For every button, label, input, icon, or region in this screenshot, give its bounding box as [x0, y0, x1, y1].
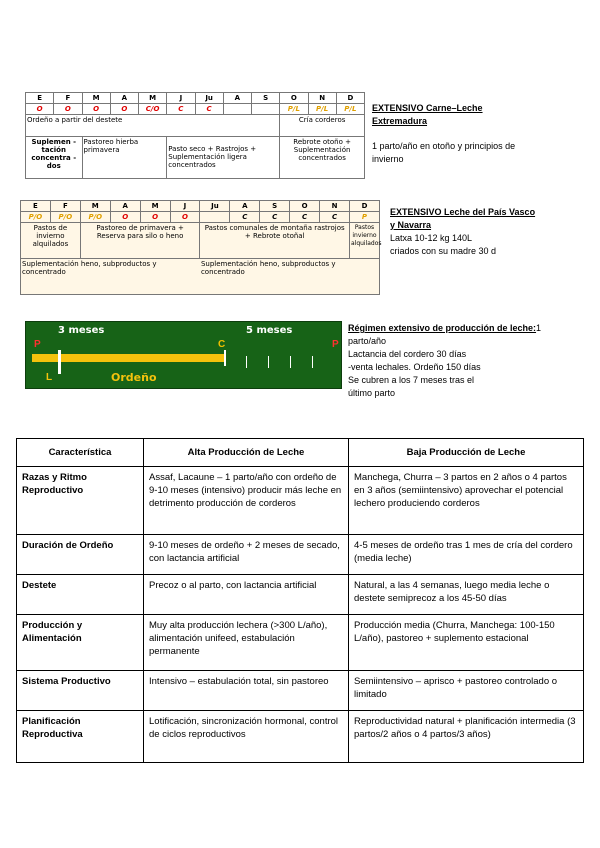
row-key: Duración de Ordeño [17, 535, 144, 575]
comparison-table [16, 438, 584, 763]
code-cell: O [26, 104, 54, 115]
month-cell: E [21, 201, 51, 212]
code-cell: O [140, 212, 170, 223]
month-cell: S [252, 93, 280, 104]
bar-caption [348, 322, 548, 400]
month-cell: D [336, 93, 364, 104]
code-cell: C [167, 104, 195, 115]
calendar-month-row [26, 93, 365, 104]
header-low-milk: Baja Producción de Leche [349, 439, 584, 467]
code-cell [252, 104, 280, 115]
p-right-marker: P [332, 339, 339, 350]
code-cell: P/O [21, 212, 51, 223]
cal2-title: EXTENSIVO Leche del País Vasco y Navarra [390, 207, 536, 230]
tick [224, 350, 226, 366]
row-key: Sistema Productivo [17, 671, 144, 711]
cal2-line1: Latxa 10-12 kg 140L [390, 233, 473, 243]
month-cell: O [280, 93, 308, 104]
label-5-meses: 5 meses [246, 325, 293, 336]
month-cell: A [223, 93, 251, 104]
calendar-month-row [21, 201, 380, 212]
bar-caption-title-rest: 1 parto/año [348, 323, 542, 346]
code-cell: O [110, 104, 138, 115]
feed-cell: Rebrote otoño + Suplementación concentrados [280, 137, 365, 179]
feed-cell: Pastoreo hierba primavera [82, 137, 167, 179]
pasture-cell: Pastoreo de primavera + Reserva para silo o heno [80, 223, 200, 259]
table-row [17, 615, 584, 671]
row-low: Semiintensivo – aprisco + pastoreo controlado o limitado [349, 671, 584, 711]
month-cell: Ju [200, 201, 230, 212]
row-high: 9-10 meses de ordeño + 2 meses de secado, con lactancia artificial [144, 535, 349, 575]
code-cell: C [290, 212, 320, 223]
row-high: Lotificación, sincronización hormonal, control de ciclos reproductivos [144, 711, 349, 763]
code-cell: P/L [280, 104, 308, 115]
calendar-pasture-row [21, 223, 380, 259]
row-key: Producción y Alimentación [17, 615, 144, 671]
row-low: Manchega, Churra – 3 partos en 2 años o 4 partos en 3 años (semiintensivo) aprovechar el potencial lechero produciendo corderos [349, 467, 584, 535]
header-characteristic: Característica [17, 439, 144, 467]
pasture-cell: Pastos comunales de montaña rastrojos + Rebrote otoñal [200, 223, 350, 259]
supplement-cell: Suplementación heno, subproductos y concentrado [200, 259, 380, 295]
month-cell: F [54, 93, 82, 104]
calendar-code-row [26, 104, 365, 115]
cal1-title: EXTENSIVO Carne–Leche Extremadura [372, 103, 483, 126]
calendar-supplement-row [21, 259, 380, 295]
month-cell: J [167, 93, 195, 104]
bar-caption-title: Régimen extensivo de producción de leche: [348, 323, 537, 333]
code-cell: O [110, 212, 140, 223]
month-cell: F [50, 201, 80, 212]
month-cell: O [290, 201, 320, 212]
month-cell: E [26, 93, 54, 104]
row-low: Natural, a las 4 semanas, luego media leche o destete semiprecoz a los 45-50 días [349, 575, 584, 615]
row-low: Reproductividad natural + planificación intermedia (3 partos/2 años o 4 partos/3 años) [349, 711, 584, 763]
month-cell: J [170, 201, 200, 212]
table-row [17, 671, 584, 711]
code-cell: P [349, 212, 379, 223]
tick [246, 356, 247, 368]
calendar-code-row [21, 212, 380, 223]
cal1-caption [372, 102, 522, 166]
feed-cell: Pasto seco + Rastrojos + Suplementación ligera concentrados [167, 137, 280, 179]
code-cell: O [82, 104, 110, 115]
row-high: Intensivo – estabulación total, sin pastoreo [144, 671, 349, 711]
table-row [17, 535, 584, 575]
month-cell: M [82, 93, 110, 104]
feed-cell: Suplemen -tación concentra -dos [26, 137, 83, 179]
table-header-row [17, 439, 584, 467]
row-high: Assaf, Lacaune – 1 parto/año con ordeño de 9-10 meses (intensivo) producir más leche en detrimento producción de corderos [144, 467, 349, 535]
month-cell: A [110, 201, 140, 212]
code-cell: P/L [336, 104, 364, 115]
code-cell: O [54, 104, 82, 115]
table-row [17, 711, 584, 763]
month-cell: N [320, 201, 350, 212]
bar-caption-line: último parto [348, 388, 396, 398]
row-high: Precoz o al parto, con lactancia artificial [144, 575, 349, 615]
supplement-cell: Suplementación heno, subproductos y concentrado [21, 259, 200, 295]
cal2-line2: criados con su madre 30 d [390, 246, 497, 256]
phase-cria: Cría corderos [280, 115, 365, 137]
code-cell: C [260, 212, 290, 223]
bar-caption-line: Se cubren a los 7 meses tras el [348, 375, 475, 385]
month-cell: S [260, 201, 290, 212]
cal1-text: 1 parto/año en otoño y principios de invierno [372, 141, 516, 164]
code-cell: C [320, 212, 350, 223]
code-cell: P/L [308, 104, 336, 115]
month-cell: Ju [195, 93, 223, 104]
pasture-cell: Pastos invierno alquilados [349, 223, 379, 259]
row-high: Muy alta producción lechera (>300 L/año), alimentación unifeed, estabulación permanente [144, 615, 349, 671]
phase-ordeno: Ordeño a partir del destete [26, 115, 280, 137]
tick [290, 356, 291, 368]
row-low: Producción media (Churra, Manchega: 100-150 L/año), pastoreo + suplemento estacional [349, 615, 584, 671]
code-cell: O [170, 212, 200, 223]
pasture-cell: Pastos de invierno alquilados [21, 223, 81, 259]
calendar-phase-row [26, 115, 365, 137]
code-cell: C [195, 104, 223, 115]
bar-caption-line: Lactancia del cordero 30 días [348, 349, 467, 359]
header-high-milk: Alta Producción de Leche [144, 439, 349, 467]
code-cell [200, 212, 230, 223]
bar-caption-line: -venta lechales. Ordeño 150 días [348, 362, 481, 372]
calendar-extremadura [25, 92, 365, 179]
weaning-tick [58, 350, 61, 374]
cal2-caption [390, 206, 540, 258]
lactation-timeline [25, 321, 342, 389]
row-low: 4-5 meses de ordeño tras 1 mes de cría del cordero (media leche) [349, 535, 584, 575]
tick [268, 356, 269, 368]
month-cell: M [80, 201, 110, 212]
label-3-meses: 3 meses [58, 325, 105, 336]
month-cell: N [308, 93, 336, 104]
code-cell: C [230, 212, 260, 223]
calendar-pais-vasco [20, 200, 380, 295]
p-left-marker: P [34, 339, 41, 350]
code-cell [223, 104, 251, 115]
code-cell: P/O [50, 212, 80, 223]
row-key: Planificación Reproductiva [17, 711, 144, 763]
table-row [17, 575, 584, 615]
row-key: Destete [17, 575, 144, 615]
row-key: Razas y Ritmo Reproductivo [17, 467, 144, 535]
calendar-feed-row [26, 137, 365, 179]
table-row [17, 467, 584, 535]
month-cell: D [349, 201, 379, 212]
code-cell: C/O [139, 104, 167, 115]
tick [312, 356, 313, 368]
month-cell: M [140, 201, 170, 212]
l-marker: L [46, 372, 53, 383]
month-cell: A [110, 93, 138, 104]
month-cell: M [139, 93, 167, 104]
ordeno-label: Ordeño [111, 371, 157, 384]
month-cell: A [230, 201, 260, 212]
c-marker: C [218, 339, 226, 350]
code-cell: P/O [80, 212, 110, 223]
